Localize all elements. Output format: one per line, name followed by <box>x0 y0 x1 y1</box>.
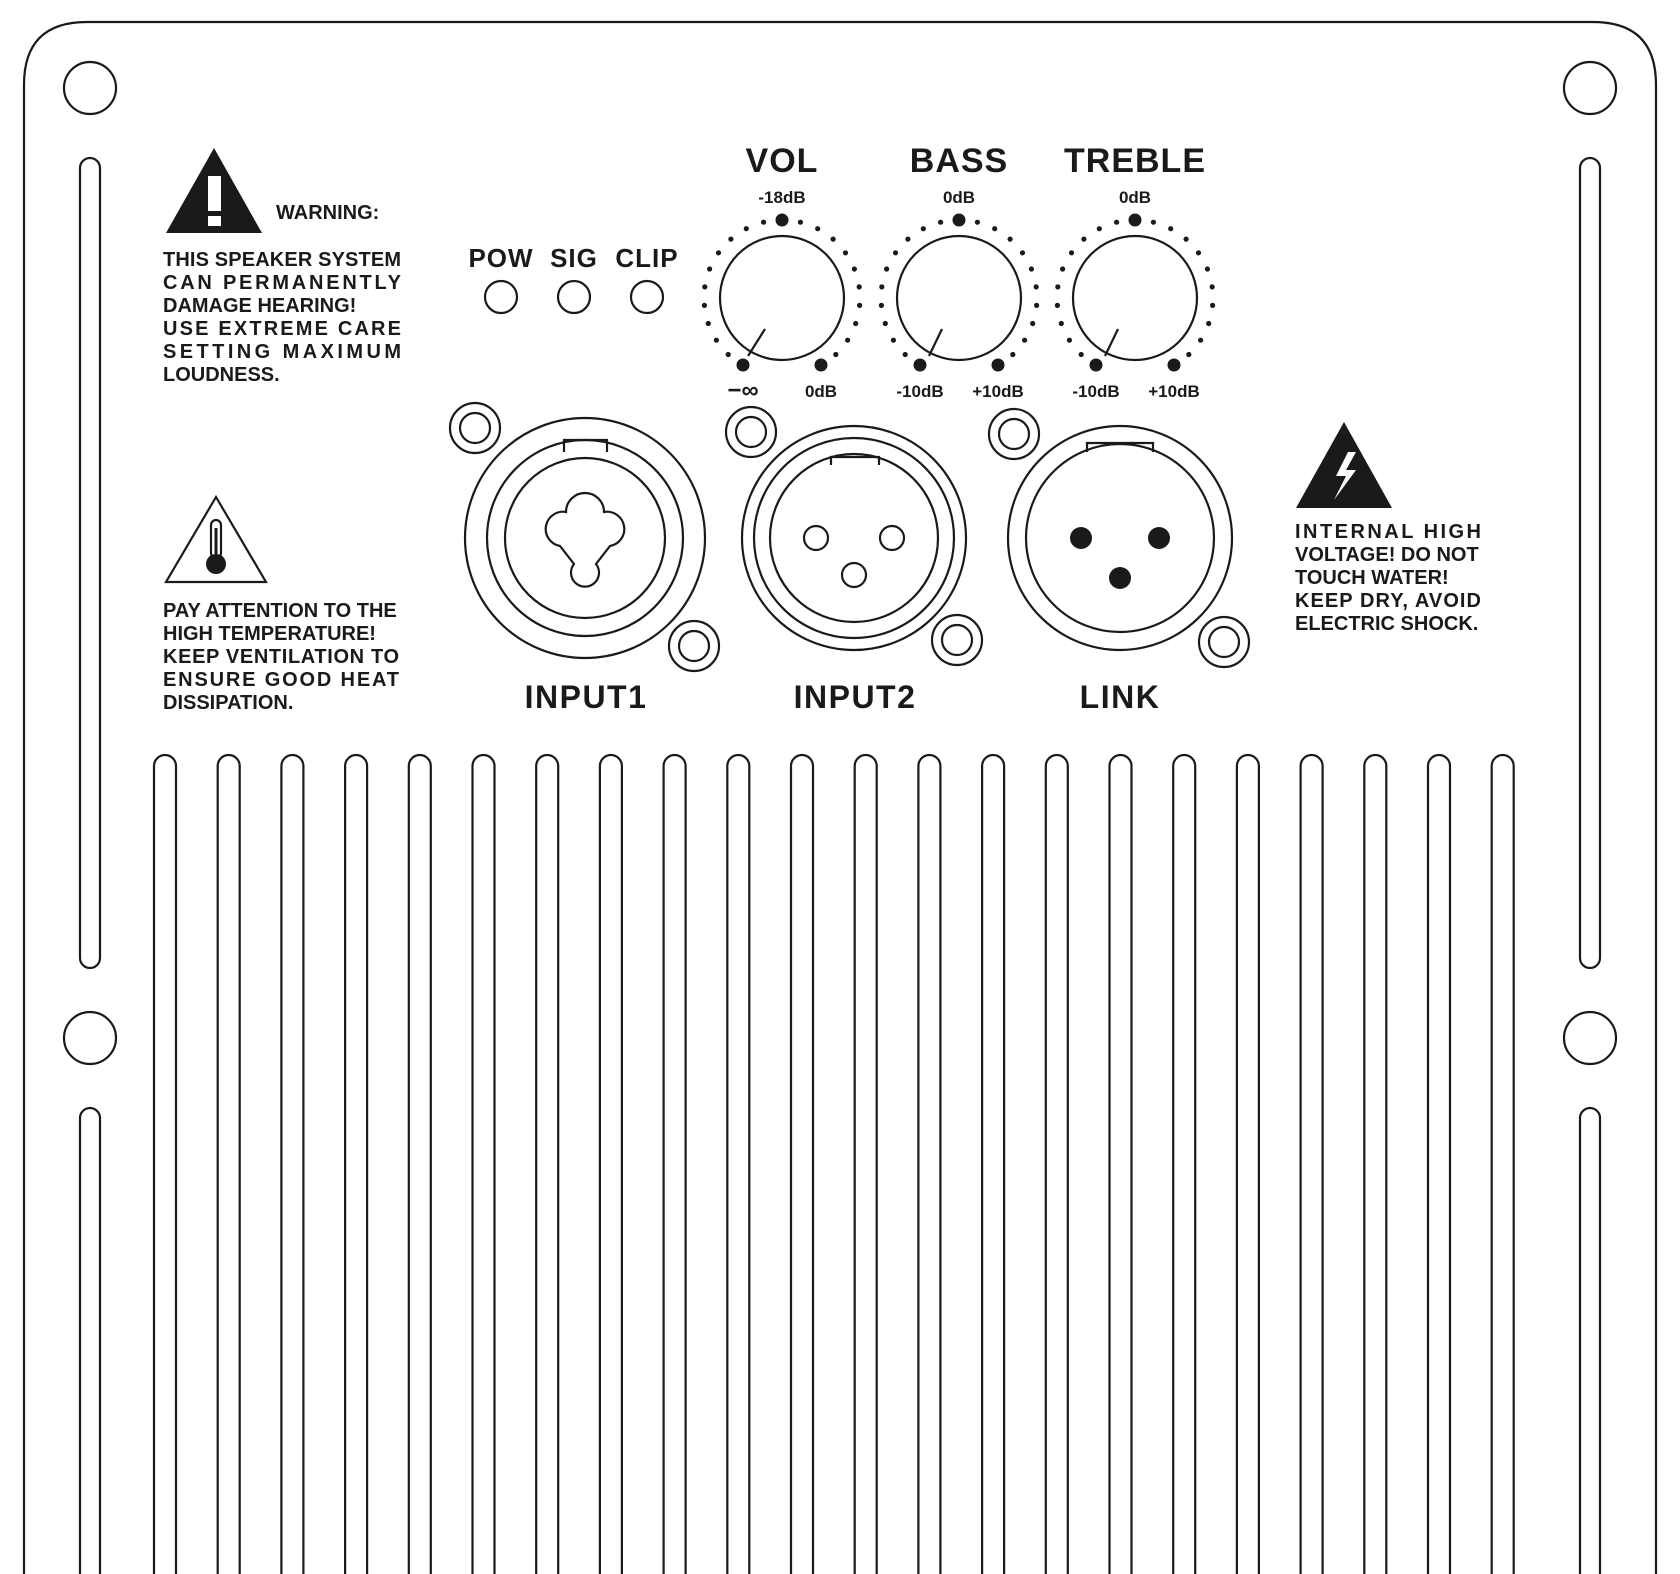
xlr-pin-2 <box>880 526 904 550</box>
knob-scale-dot <box>702 303 707 308</box>
svg-text:THIS SPEAKER SYSTEM: THIS SPEAKER SYSTEM <box>163 249 401 271</box>
heatsink-fin <box>982 755 1004 1574</box>
knob-scale-dot <box>1081 237 1086 242</box>
xlr-pin-3 <box>842 563 866 587</box>
svg-text:ELECTRIC SHOCK.: ELECTRIC SHOCK. <box>1295 613 1479 635</box>
knob-scale-dot <box>905 237 910 242</box>
heatsink-fin <box>727 755 749 1574</box>
knob-scale-dot <box>1008 237 1013 242</box>
led-indicators <box>468 243 678 313</box>
side-slot-left-lower <box>80 1108 100 1574</box>
svg-text:KEEP VENTILATION TO: KEEP VENTILATION TO <box>163 646 399 668</box>
xlr-pin-1 <box>804 526 828 550</box>
knob-scale-dot <box>1059 321 1064 326</box>
knob-scale-dot <box>706 321 711 326</box>
heatsink-fin <box>918 755 940 1574</box>
heatsink-fin <box>1364 755 1386 1574</box>
input2-label: INPUT2 <box>793 679 917 715</box>
knob-scale-dot <box>992 226 997 231</box>
link-xlr-jack[interactable] <box>989 409 1249 667</box>
knob-label-vol: VOL <box>745 142 819 180</box>
knob-scale-dot <box>975 220 980 225</box>
knob-scale-dot <box>726 352 731 357</box>
knob-scale-dot <box>702 284 707 289</box>
knob-min-vol: −∞ <box>727 377 759 404</box>
knob-scale-dot <box>1205 266 1210 271</box>
knob-scale-dot <box>1069 250 1074 255</box>
knob-bass[interactable] <box>879 142 1039 401</box>
knob-label-treble: TREBLE <box>1064 142 1206 180</box>
heatsink-fin <box>281 755 303 1574</box>
knob-scale-dot <box>714 338 719 343</box>
knob-top-vol: -18dB <box>758 188 806 207</box>
knob-scale-dot <box>938 220 943 225</box>
knob-pointer-treble <box>1105 329 1118 356</box>
knob-max-dot-vol <box>815 359 828 372</box>
knob-scale-dot <box>1022 338 1027 343</box>
led-label-clip: CLIP <box>615 243 679 273</box>
input2-xlr-jack[interactable] <box>726 407 982 665</box>
led-clip <box>631 281 663 313</box>
knob-pointer-bass <box>929 329 942 356</box>
knob-scale-dot <box>845 338 850 343</box>
warning-text <box>163 249 402 386</box>
knob-scale-dot <box>1079 352 1084 357</box>
knob-dial-bass[interactable] <box>897 236 1021 360</box>
led-label-pow: POW <box>468 243 534 273</box>
knob-scale-dot <box>1184 237 1189 242</box>
knob-top-bass: 0dB <box>942 188 976 207</box>
knob-scale-dot <box>891 338 896 343</box>
mount-hole-top-right <box>1564 62 1616 114</box>
warning-icon <box>166 148 262 233</box>
knob-scale-dot <box>1034 284 1039 289</box>
knob-scale-dot <box>1114 220 1119 225</box>
knob-scale-dot <box>883 321 888 326</box>
heatsink-fin <box>855 755 877 1574</box>
heatsink-fin <box>791 755 813 1574</box>
knob-min-dot-vol <box>737 359 750 372</box>
svg-text:TOUCH WATER!: TOUCH WATER! <box>1295 567 1449 589</box>
knob-scale-dot <box>798 220 803 225</box>
knob-scale-dot <box>707 266 712 271</box>
side-slot-right-lower <box>1580 1108 1600 1574</box>
knob-scale-dot <box>884 266 889 271</box>
knob-scale-dot <box>1034 303 1039 308</box>
knob-pointer-vol <box>748 329 765 356</box>
knob-treble[interactable] <box>1055 142 1215 401</box>
knob-scale-dot <box>1055 284 1060 289</box>
knob-scale-dot <box>1210 303 1215 308</box>
heatsink-fins <box>154 755 1514 1574</box>
heatsink-fin <box>1428 755 1450 1574</box>
svg-text:DISSIPATION.: DISSIPATION. <box>163 692 294 714</box>
svg-text:INTERNAL HIGH: INTERNAL HIGH <box>1295 521 1481 543</box>
knob-max-dot-treble <box>1168 359 1181 372</box>
knob-scale-dot <box>744 226 749 231</box>
xlr-pin-2 <box>1148 527 1170 549</box>
knob-scale-dot <box>1097 226 1102 231</box>
mount-hole-top-left <box>64 62 116 114</box>
side-slot-left-upper <box>80 158 100 968</box>
knob-scale-dot <box>1198 338 1203 343</box>
knob-scale-dot <box>1020 250 1025 255</box>
knob-scale-dot <box>893 250 898 255</box>
knob-scale-dot <box>1151 220 1156 225</box>
side-slot-right-upper <box>1580 158 1600 968</box>
svg-text:PAY ATTENTION TO THE: PAY ATTENTION TO THE <box>163 600 397 622</box>
knob-scale-dot <box>815 226 820 231</box>
led-pow <box>485 281 517 313</box>
knob-scale-dot <box>853 321 858 326</box>
knob-scale-dot <box>1060 266 1065 271</box>
heatsink-fin <box>154 755 176 1574</box>
knob-top-dot-bass <box>953 214 966 227</box>
knob-top-treble: 0dB <box>1118 188 1152 207</box>
svg-text:KEEP DRY, AVOID: KEEP DRY, AVOID <box>1295 590 1481 612</box>
knob-scale-dot <box>879 303 884 308</box>
input1-label: INPUT1 <box>524 679 648 715</box>
heatsink-fin <box>218 755 240 1574</box>
knob-scale-dot <box>921 226 926 231</box>
knob-dial-treble[interactable] <box>1073 236 1197 360</box>
svg-text:SETTING MAXIMUM: SETTING MAXIMUM <box>163 341 401 363</box>
heatsink-fin <box>409 755 431 1574</box>
thermometer-icon <box>166 497 266 582</box>
svg-text:VOLTAGE! DO NOT: VOLTAGE! DO NOT <box>1295 544 1479 566</box>
heatsink-fin <box>1110 755 1132 1574</box>
heatsink-fin <box>536 755 558 1574</box>
heatsink-fin <box>664 755 686 1574</box>
knob-dial-vol[interactable] <box>720 236 844 360</box>
xlr-pin-1 <box>1070 527 1092 549</box>
svg-text:USE EXTREME CARE: USE EXTREME CARE <box>163 318 401 340</box>
svg-text:DAMAGE HEARING!: DAMAGE HEARING! <box>163 295 357 317</box>
knob-scale-dot <box>761 220 766 225</box>
knob-scale-dot <box>857 284 862 289</box>
knob-scale-dot <box>1168 226 1173 231</box>
knob-scale-dot <box>716 250 721 255</box>
knob-scale-dot <box>728 237 733 242</box>
input1-combo-jack[interactable] <box>450 403 719 671</box>
knob-scale-dot <box>903 352 908 357</box>
svg-text:ENSURE GOOD HEAT: ENSURE GOOD HEAT <box>163 669 399 691</box>
heat-text <box>163 600 399 714</box>
heatsink-fin <box>600 755 622 1574</box>
heatsink-fin <box>1237 755 1259 1574</box>
knob-scale-dot <box>1196 250 1201 255</box>
knob-max-treble: +10dB <box>1148 382 1200 401</box>
high-voltage-icon <box>1296 422 1392 508</box>
xlr-pin-3 <box>1109 567 1131 589</box>
knob-scale-dot <box>1067 338 1072 343</box>
knob-label-bass: BASS <box>909 142 1009 180</box>
knob-scale-dot <box>1055 303 1060 308</box>
combo-jack-outline <box>546 493 625 587</box>
knob-scale-dot <box>843 250 848 255</box>
knob-min-treble: -10dB <box>1072 382 1120 401</box>
svg-text:LOUDNESS.: LOUDNESS. <box>163 364 280 386</box>
knob-max-dot-bass <box>992 359 1005 372</box>
mount-hole-mid-left <box>64 1012 116 1064</box>
knob-min-dot-treble <box>1090 359 1103 372</box>
knob-scale-dot <box>857 303 862 308</box>
heatsink-fin <box>1492 755 1514 1574</box>
led-label-sig: SIG <box>550 243 598 273</box>
heatsink-fin <box>1301 755 1323 1574</box>
knob-vol[interactable] <box>702 142 862 404</box>
shock-text <box>1295 521 1481 635</box>
knob-scale-dot <box>1210 284 1215 289</box>
knob-scale-dot <box>1029 266 1034 271</box>
led-sig <box>558 281 590 313</box>
knob-max-vol: 0dB <box>804 382 838 401</box>
knob-scale-dot <box>831 237 836 242</box>
knob-scale-dot <box>1186 352 1191 357</box>
knob-min-bass: -10dB <box>896 382 944 401</box>
heatsink-fin <box>473 755 495 1574</box>
knob-top-dot-treble <box>1129 214 1142 227</box>
knob-scale-dot <box>833 352 838 357</box>
knob-scale-dot <box>852 266 857 271</box>
svg-text:HIGH TEMPERATURE!: HIGH TEMPERATURE! <box>163 623 376 645</box>
link-label: LINK <box>1079 679 1161 715</box>
knob-max-bass: +10dB <box>972 382 1024 401</box>
warning-title: WARNING: <box>276 202 380 224</box>
mount-hole-mid-right <box>1564 1012 1616 1064</box>
heatsink-fin <box>1046 755 1068 1574</box>
knob-scale-dot <box>1010 352 1015 357</box>
heatsink-fin <box>1173 755 1195 1574</box>
knob-top-dot-vol <box>776 214 789 227</box>
svg-text:CAN PERMANENTLY: CAN PERMANENTLY <box>163 272 401 294</box>
knob-scale-dot <box>1206 321 1211 326</box>
knob-scale-dot <box>1030 321 1035 326</box>
knob-scale-dot <box>879 284 884 289</box>
heatsink-fin <box>345 755 367 1574</box>
knob-min-dot-bass <box>914 359 927 372</box>
